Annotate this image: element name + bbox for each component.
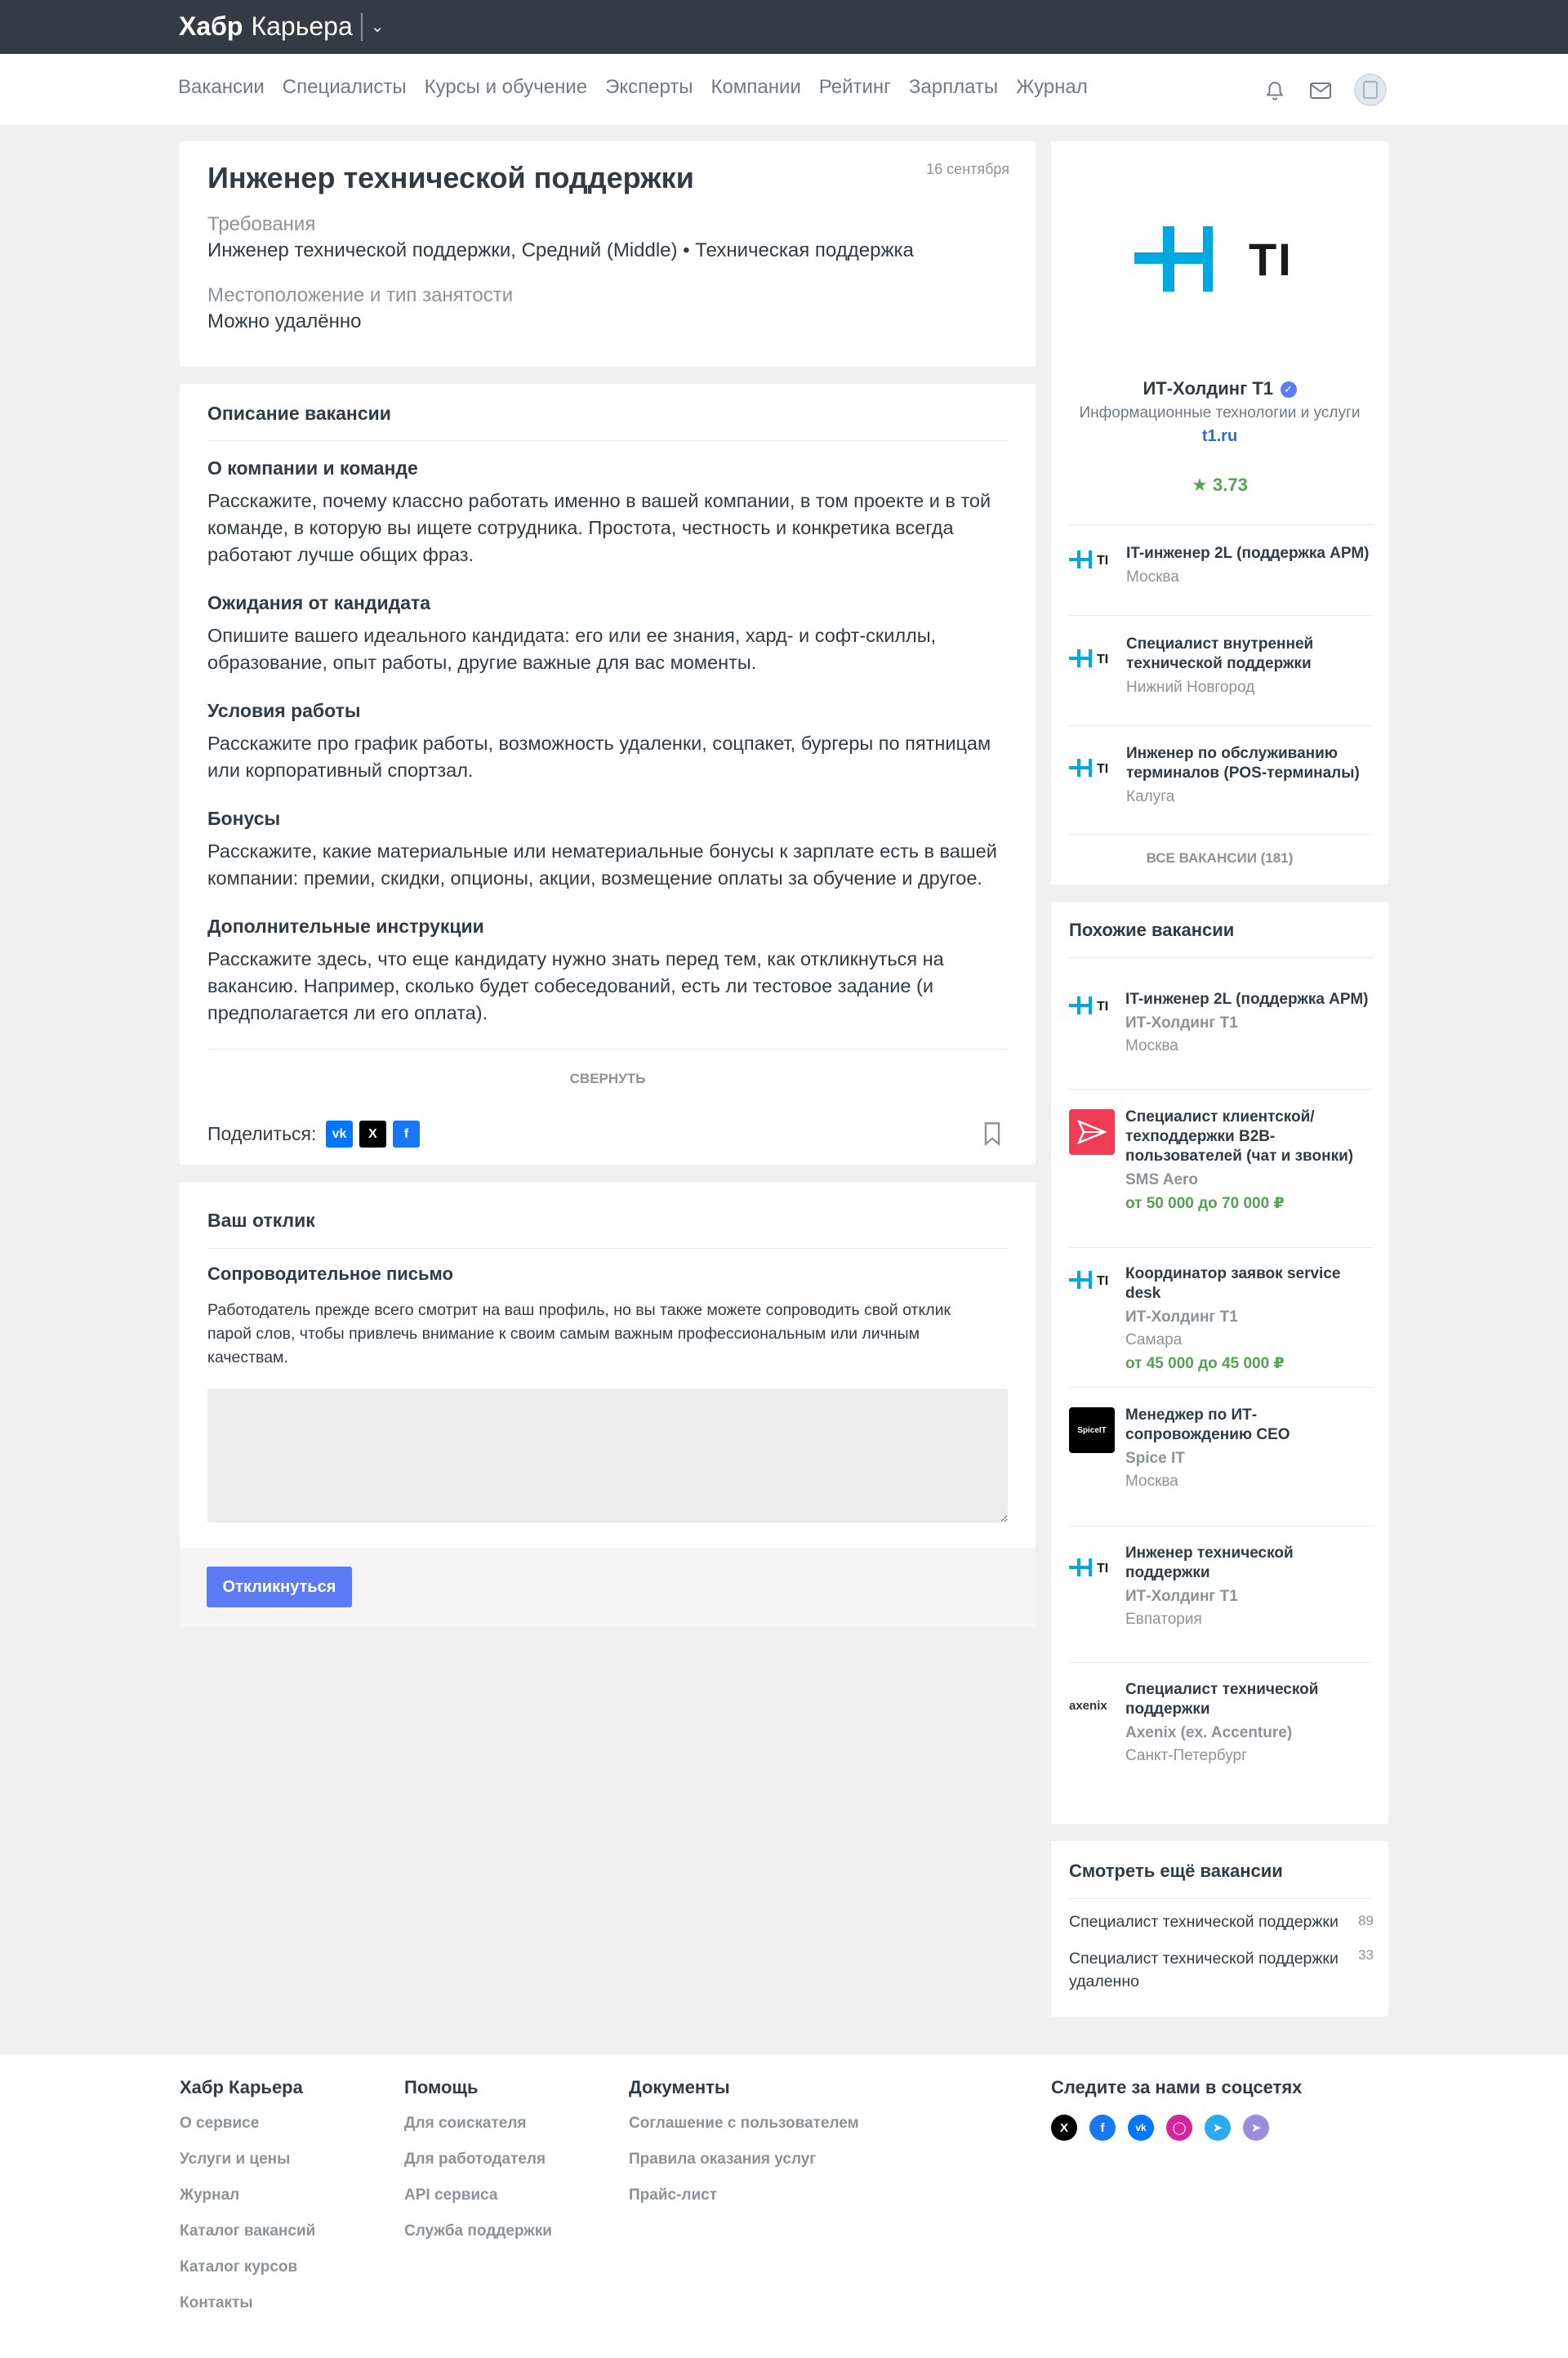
similar-company[interactable]: Axenix (ex. Accenture): [1125, 1724, 1293, 1741]
company-job-item[interactable]: [1069, 744, 1374, 806]
svg-text:TI: TI: [1097, 653, 1109, 666]
divider: [1069, 524, 1374, 525]
paper-plane-icon: [1077, 1120, 1107, 1144]
similar-title[interactable]: Специалист клиентской/техподдержки B2B-пользователей (чат и звонки): [1125, 1108, 1354, 1165]
similar-company[interactable]: SMS Aero: [1125, 1171, 1199, 1188]
spice-it-logo-text: SpiceIT: [1077, 1425, 1107, 1435]
x-icon[interactable]: X: [1051, 2115, 1077, 2141]
nav-item-salaries[interactable]: Зарплаты: [908, 76, 999, 98]
similar-city: Евпатория: [1125, 1611, 1202, 1628]
similar-company[interactable]: ИТ-Холдинг Т1: [1125, 1588, 1238, 1605]
more-link-label[interactable]: Специалист технической поддержки: [1069, 1913, 1339, 1931]
verified-icon: ✓: [1281, 381, 1297, 398]
axenix-logo: [1069, 1693, 1115, 1718]
footer-link[interactable]: Услуги и цены: [180, 2151, 291, 2168]
all-vacancies-link[interactable]: ВСЕ ВАКАНСИИ (181): [1146, 850, 1294, 866]
more-link[interactable]: [1069, 1947, 1374, 1993]
description-heading: Описание вакансии: [207, 403, 391, 424]
svg-text:TI: TI: [1097, 554, 1109, 568]
similar-title[interactable]: Менеджер по ИТ-сопровождению CEO: [1125, 1406, 1290, 1443]
company-name[interactable]: ИТ-Холдинг Т1: [1143, 378, 1274, 399]
sms-aero-logo: [1069, 1109, 1115, 1155]
similar-title[interactable]: Специалист технической поддержки: [1125, 1681, 1319, 1718]
t1-logo-icon: [1069, 1271, 1115, 1289]
svg-text:TI: TI: [1097, 1562, 1109, 1576]
company-card: [1051, 141, 1388, 885]
similar-salary: от 45 000 до 45 000 ₽: [1125, 1355, 1285, 1372]
footer-col-social: [1051, 2077, 1302, 2141]
share-label: Поделиться:: [207, 1123, 317, 1144]
company-site-link[interactable]: t1.ru: [1201, 427, 1238, 445]
similar-city: Самара: [1125, 1331, 1183, 1348]
main-nav: [0, 54, 1568, 126]
company-logo[interactable]: [1134, 226, 1293, 292]
similar-item[interactable]: [1069, 1680, 1374, 1765]
description-section: [207, 700, 1008, 784]
top-bar: [0, 0, 1568, 54]
footer-link[interactable]: Для работодателя: [404, 2151, 546, 2168]
requirements-label: Требования: [207, 213, 316, 235]
location-label: Местоположение и тип занятости: [207, 284, 514, 306]
social-links: [1051, 2115, 1302, 2141]
collapse-button[interactable]: СВЕРНУТЬ: [569, 1071, 646, 1086]
footer-col-title: Хабр Карьера: [180, 2077, 303, 2097]
similar-item[interactable]: [1069, 1406, 1374, 1491]
vk-icon[interactable]: vk: [1128, 2115, 1154, 2141]
section-title: Ожидания от кандидата: [207, 592, 431, 613]
company-job-item[interactable]: [1069, 635, 1374, 697]
footer-link[interactable]: API сервиса: [404, 2186, 498, 2204]
description-section: [207, 808, 1008, 892]
nav-links: [178, 76, 1088, 99]
job-title[interactable]: Инженер по обслуживанию терминалов (POS-терминалы): [1126, 745, 1360, 782]
similar-item[interactable]: [1069, 1108, 1374, 1213]
footer-link[interactable]: Прайс-лист: [629, 2186, 718, 2204]
section-text: Расскажите здесь, что еще кандидату нужно знать перед тем, как откликнуться на вакансию. Например, сколько будет собеседований, есть ли тестовое задание (и предполагается ли его оплата).: [207, 948, 944, 1023]
divider: [207, 1248, 1008, 1249]
mail-icon[interactable]: [1309, 81, 1332, 100]
footer-link[interactable]: Служба поддержки: [404, 2222, 552, 2240]
similar-item[interactable]: [1069, 990, 1374, 1055]
company-rating: [1051, 475, 1388, 496]
section-text: Расскажите про график работы, возможность удаленки, соцпакет, бургеры по пятницам или корпоративный спортзал.: [207, 733, 991, 781]
job-city: Нижний Новгород: [1126, 679, 1255, 696]
similar-city: Санкт-Петербург: [1125, 1747, 1248, 1764]
facebook-icon[interactable]: f: [393, 1121, 420, 1148]
vacancy-header-card: [180, 141, 1036, 367]
similar-city: Москва: [1125, 1473, 1178, 1490]
svg-text:TI: TI: [1097, 1000, 1109, 1014]
more-heading: Смотреть ещё вакансии: [1069, 1861, 1283, 1881]
company-category: Информационные технологии и услуги: [1079, 404, 1361, 421]
divider: [1069, 725, 1374, 726]
similar-item[interactable]: [1069, 1544, 1374, 1629]
similar-item[interactable]: [1069, 1264, 1374, 1373]
similar-company[interactable]: ИТ-Холдинг Т1: [1125, 1014, 1238, 1032]
footer-col-title: Документы: [629, 2077, 730, 2097]
spice-it-logo: [1069, 1407, 1115, 1453]
telegram-icon[interactable]: ➤: [1205, 2115, 1231, 2141]
footer-link[interactable]: Для соискателя: [404, 2115, 527, 2132]
divider: [1069, 1089, 1374, 1090]
response-heading: Ваш отклик: [207, 1210, 315, 1231]
chevron-down-icon[interactable]: ⌄: [370, 18, 385, 36]
logo-separator: [361, 13, 363, 41]
cover-letter-textarea[interactable]: [207, 1389, 1008, 1522]
divider: [207, 1049, 1008, 1050]
divider: [1069, 1898, 1374, 1899]
divider: [1069, 615, 1374, 616]
footer-col-help: [404, 2077, 552, 2258]
more-link-label[interactable]: Специалист технической поддержки удаленно: [1069, 1950, 1339, 1990]
footer-link[interactable]: Контакты: [180, 2294, 253, 2311]
footer-link[interactable]: Каталог курсов: [180, 2258, 298, 2276]
submit-response-button[interactable]: Откликнуться: [207, 1567, 352, 1607]
similar-company[interactable]: Spice IT: [1125, 1450, 1185, 1467]
footer-link[interactable]: Правила оказания услуг: [629, 2151, 817, 2168]
svg-text:TI: TI: [1097, 762, 1109, 776]
footer-col-docs: [629, 2077, 859, 2222]
nav-item-experts[interactable]: Эксперты: [605, 76, 693, 98]
requirements-value: Инженер технической поддержки, Средний (Middle) • Техническая поддержка: [207, 239, 914, 261]
star-icon: ★: [1192, 475, 1208, 495]
job-title[interactable]: IT-инженер 2L (поддержка АРМ): [1126, 545, 1370, 562]
bookmark-icon[interactable]: [982, 1121, 1002, 1146]
company-rating-value: 3.73: [1213, 475, 1248, 495]
similar-title[interactable]: Координатор заявок service desk: [1125, 1265, 1341, 1302]
footer-col-title: Помощь: [404, 2077, 479, 2097]
avatar[interactable]: [1354, 74, 1387, 106]
cover-letter-hint: Работодатель прежде всего смотрит на ваш профиль, но вы также можете сопроводить свой отклик парой слов, чтобы привлечь внимание к своим самым важным профессиональным или личным качествам.: [207, 1301, 951, 1366]
footer-social-title: Следите за нами в соцсетях: [1051, 2077, 1303, 2097]
similar-city: Москва: [1125, 1037, 1178, 1054]
more-vacancies-card: [1051, 1841, 1388, 2017]
more-link[interactable]: [1069, 1913, 1374, 1932]
t1-logo-icon: [1069, 550, 1115, 568]
section-title: Условия работы: [207, 700, 361, 721]
logo-name: Карьера: [251, 11, 353, 41]
footer-col-habr: [180, 2077, 315, 2330]
description-section: [207, 592, 1008, 676]
divider: [207, 440, 1008, 441]
divider: [1069, 1387, 1374, 1388]
footer-link[interactable]: О сервисе: [180, 2115, 260, 2132]
description-card: [180, 384, 1036, 1165]
nav-item-rating[interactable]: Рейтинг: [818, 76, 891, 98]
job-city: Москва: [1126, 568, 1179, 586]
section-text: Опишите вашего идеального кандидата: его или ее знания, хард- и софт-скиллы, образование, опыт работы, другие важные для вас моменты.: [207, 625, 937, 673]
nav-item-specialists[interactable]: Специалисты: [282, 76, 407, 98]
description-section: [207, 916, 1008, 1027]
section-title: Дополнительные инструкции: [207, 916, 484, 937]
section-text: Расскажите, какие материальные или нематериальные бонусы к зарплате есть в вашей компании: премии, скидки, опционы, акции, возмещение оплаты за обучение и другое.: [207, 840, 997, 889]
company-job-item[interactable]: [1069, 544, 1374, 586]
facebook-icon[interactable]: f: [1089, 2115, 1116, 2141]
job-title[interactable]: Специалист внутренней технической поддержки: [1126, 635, 1314, 672]
telegram-channel-icon[interactable]: ➤: [1243, 2115, 1269, 2141]
company-logo-text: TI: [1249, 233, 1293, 285]
nav-item-companies[interactable]: Компании: [710, 76, 801, 98]
section-text: Расскажите, почему классно работать именно в вашей компании, в том проекте и в той команде, в которую вы ищете сотрудника. Простота, честность и конкретика всегда работают лучше общих фраз.: [207, 490, 991, 565]
vacancy-date: 16 сентября: [926, 161, 1009, 177]
footer-link[interactable]: Соглашение с пользователем: [629, 2115, 859, 2132]
divider: [1069, 1247, 1374, 1248]
t1-logo-icon: [1069, 649, 1115, 667]
vk-icon[interactable]: vk: [326, 1121, 353, 1148]
t1-logo-icon: [1069, 759, 1115, 777]
section-title: О компании и команде: [207, 457, 418, 479]
response-card: [180, 1182, 1036, 1627]
description-section: [207, 457, 1008, 568]
company-name-row: [1051, 378, 1388, 399]
divider: [1069, 1526, 1374, 1527]
svg-text:TI: TI: [1097, 1274, 1109, 1288]
section-title: Бонусы: [207, 808, 281, 829]
similar-heading: Похожие вакансии: [1069, 920, 1235, 940]
similar-company[interactable]: ИТ-Холдинг Т1: [1125, 1308, 1238, 1326]
job-city: Калуга: [1126, 788, 1175, 805]
divider: [1069, 1662, 1374, 1663]
share-buttons: [326, 1121, 420, 1148]
nav-item-vacancies[interactable]: Вакансии: [178, 76, 265, 98]
more-link-count: 89: [1358, 1913, 1374, 1928]
similar-title[interactable]: IT-инженер 2L (поддержка АРМ): [1125, 991, 1369, 1008]
x-icon[interactable]: X: [359, 1121, 386, 1148]
nav-item-courses[interactable]: Курсы и обучение: [424, 76, 588, 98]
t1-logo-icon: [1069, 996, 1115, 1014]
bell-icon[interactable]: [1264, 80, 1285, 101]
location-value: Можно удалённо: [207, 310, 362, 332]
similar-vacancies-card: [1051, 902, 1388, 1824]
avatar-image: [1363, 81, 1378, 99]
vacancy-title: Инженер технической поддержки: [207, 161, 694, 194]
divider: [1069, 957, 1374, 958]
axenix-logo-text: axenix: [1069, 1698, 1107, 1713]
logo-bold: Хабр: [179, 11, 243, 41]
footer: [0, 2054, 1568, 2358]
t1-logo-mark: [1134, 226, 1231, 292]
site-logo[interactable]: [179, 11, 385, 42]
cover-letter-title: Сопроводительное письмо: [207, 1264, 453, 1284]
divider: [1069, 834, 1374, 835]
instagram-icon[interactable]: ◯: [1166, 2115, 1192, 2141]
response-actions: [180, 1548, 1036, 1627]
similar-title[interactable]: Инженер технической поддержки: [1125, 1545, 1294, 1581]
footer-link[interactable]: Журнал: [180, 2186, 240, 2204]
more-link-count: 33: [1358, 1947, 1374, 1963]
footer-link[interactable]: Каталог вакансий: [180, 2222, 316, 2240]
t1-logo-icon: [1069, 1558, 1115, 1576]
similar-salary: от 50 000 до 70 000 ₽: [1125, 1195, 1285, 1212]
nav-item-journal[interactable]: Журнал: [1016, 76, 1088, 98]
